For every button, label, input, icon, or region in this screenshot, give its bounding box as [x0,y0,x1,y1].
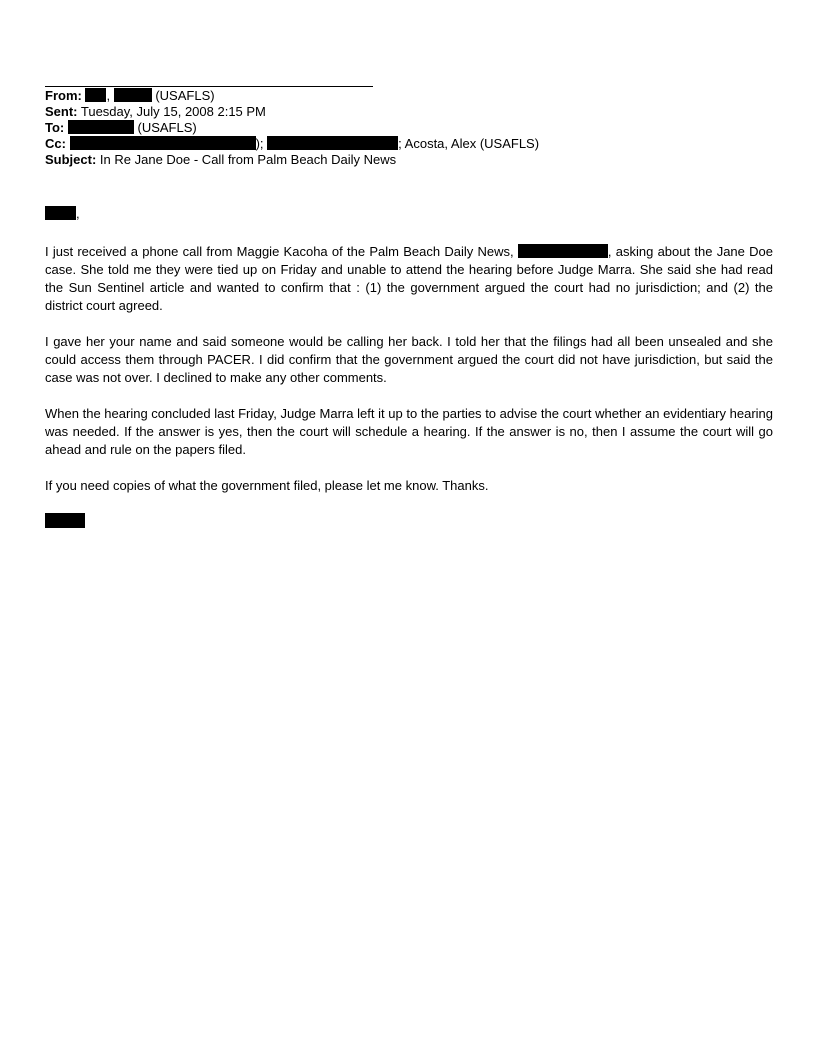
to-org: (USAFLS) [137,120,197,135]
from-comma: , [106,88,111,103]
cc-separator: ); [255,136,264,151]
redaction-box [85,88,106,102]
greeting [45,205,773,223]
signature-redaction [45,513,85,528]
email-document [45,0,773,1056]
cc-label: Cc: [45,136,66,151]
redaction-box [114,88,152,102]
to-line [45,120,539,136]
cc-line [45,136,539,152]
sent-line [45,104,539,120]
greeting-comma: , [76,206,80,221]
sent-label: Sent: [45,104,78,119]
paragraph-text: I just received a phone call from Maggie Kacoha of the Palm Beach Daily News, [45,244,514,259]
subject-label: Subject: [45,152,97,167]
sent-value: Tuesday, July 15, 2008 2:15 PM [80,104,266,119]
paragraph-text: , asking about the Jane Doe case. She told me they were tied up on Friday and unable to attend the hearing before Judge Marra. She said she had read the Sun Sentinel article and wanted to confirm that : (1) the government argued the court had no jurisdiction; and (2) the district court agreed. [45,244,773,313]
redaction-box [45,206,76,220]
redaction-box [267,136,398,150]
email-body [45,205,773,528]
email-header [45,88,539,168]
paragraph-response: I gave her your name and said someone would be calling her back. I told her that the filings had all been unsealed and she could access them through PACER. I did confirm that the government argued the court did not have jurisdiction, but said the case was not over. I declined to make any other comments. [45,334,773,385]
from-org: (USAFLS) [155,88,215,103]
redaction-box [518,244,608,258]
paragraph-closing: If you need copies of what the government filed, please let me know. Thanks. [45,478,489,493]
from-label: From: [45,88,82,103]
redaction-box [68,120,134,134]
subject-value: In Re Jane Doe - Call from Palm Beach Daily News [99,152,397,167]
to-label: To: [45,120,65,135]
subject-line [45,152,539,168]
paragraph-phone-call [45,243,773,315]
paragraph-hearing: When the hearing concluded last Friday, Judge Marra left it up to the parties to advise the court whether an evidentiary hearing was needed. If the answer is yes, then the court will schedule a hearing. If the answer is no, then I assume the court will go ahead and rule on the papers filed. [45,406,773,457]
cc-recipient-acosta: ; Acosta, Alex (USAFLS) [398,136,540,151]
redaction-box [70,136,256,150]
header-divider [45,86,373,87]
from-line [45,88,539,104]
